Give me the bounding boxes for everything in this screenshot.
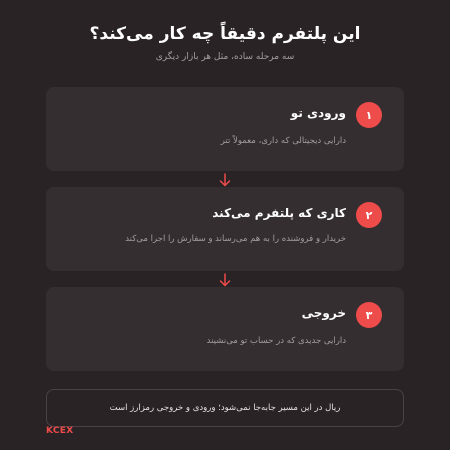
step-number-badge: ۳ (356, 302, 382, 328)
step-description: دارایی جدیدی که در حساب تو می‌نشیند (206, 336, 346, 346)
step-number-badge: ۱ (356, 102, 382, 128)
arrow-down-icon (217, 272, 233, 288)
step-number-badge: ۲ (356, 202, 382, 228)
step-card-1 (46, 87, 404, 171)
step-title: ورودی تو (290, 106, 346, 120)
step-card-3 (46, 287, 404, 371)
step-description: خریدار و فروشنده را به هم می‌رساند و سفارش را اجرا می‌کند (125, 234, 346, 244)
page-title: این پلتفرم دقیقاً چه کار می‌کند؟ (89, 24, 361, 44)
step-title: کاری که پلتفرم می‌کند (212, 206, 346, 220)
brand-logo: KCEX (46, 426, 74, 436)
step-description: دارایی دیجیتالی که داری، معمولاً تتر (220, 136, 346, 146)
info-note: ریال در این مسیر جابه‌جا نمی‌شود؛ ورودی و خروجی رمزارز است (46, 389, 404, 427)
page-subtitle: سه مرحله ساده، مثل هر بازار دیگری (155, 52, 295, 62)
step-title: خروجی (301, 306, 346, 320)
arrow-down-icon (217, 172, 233, 188)
step-card-2 (46, 187, 404, 271)
